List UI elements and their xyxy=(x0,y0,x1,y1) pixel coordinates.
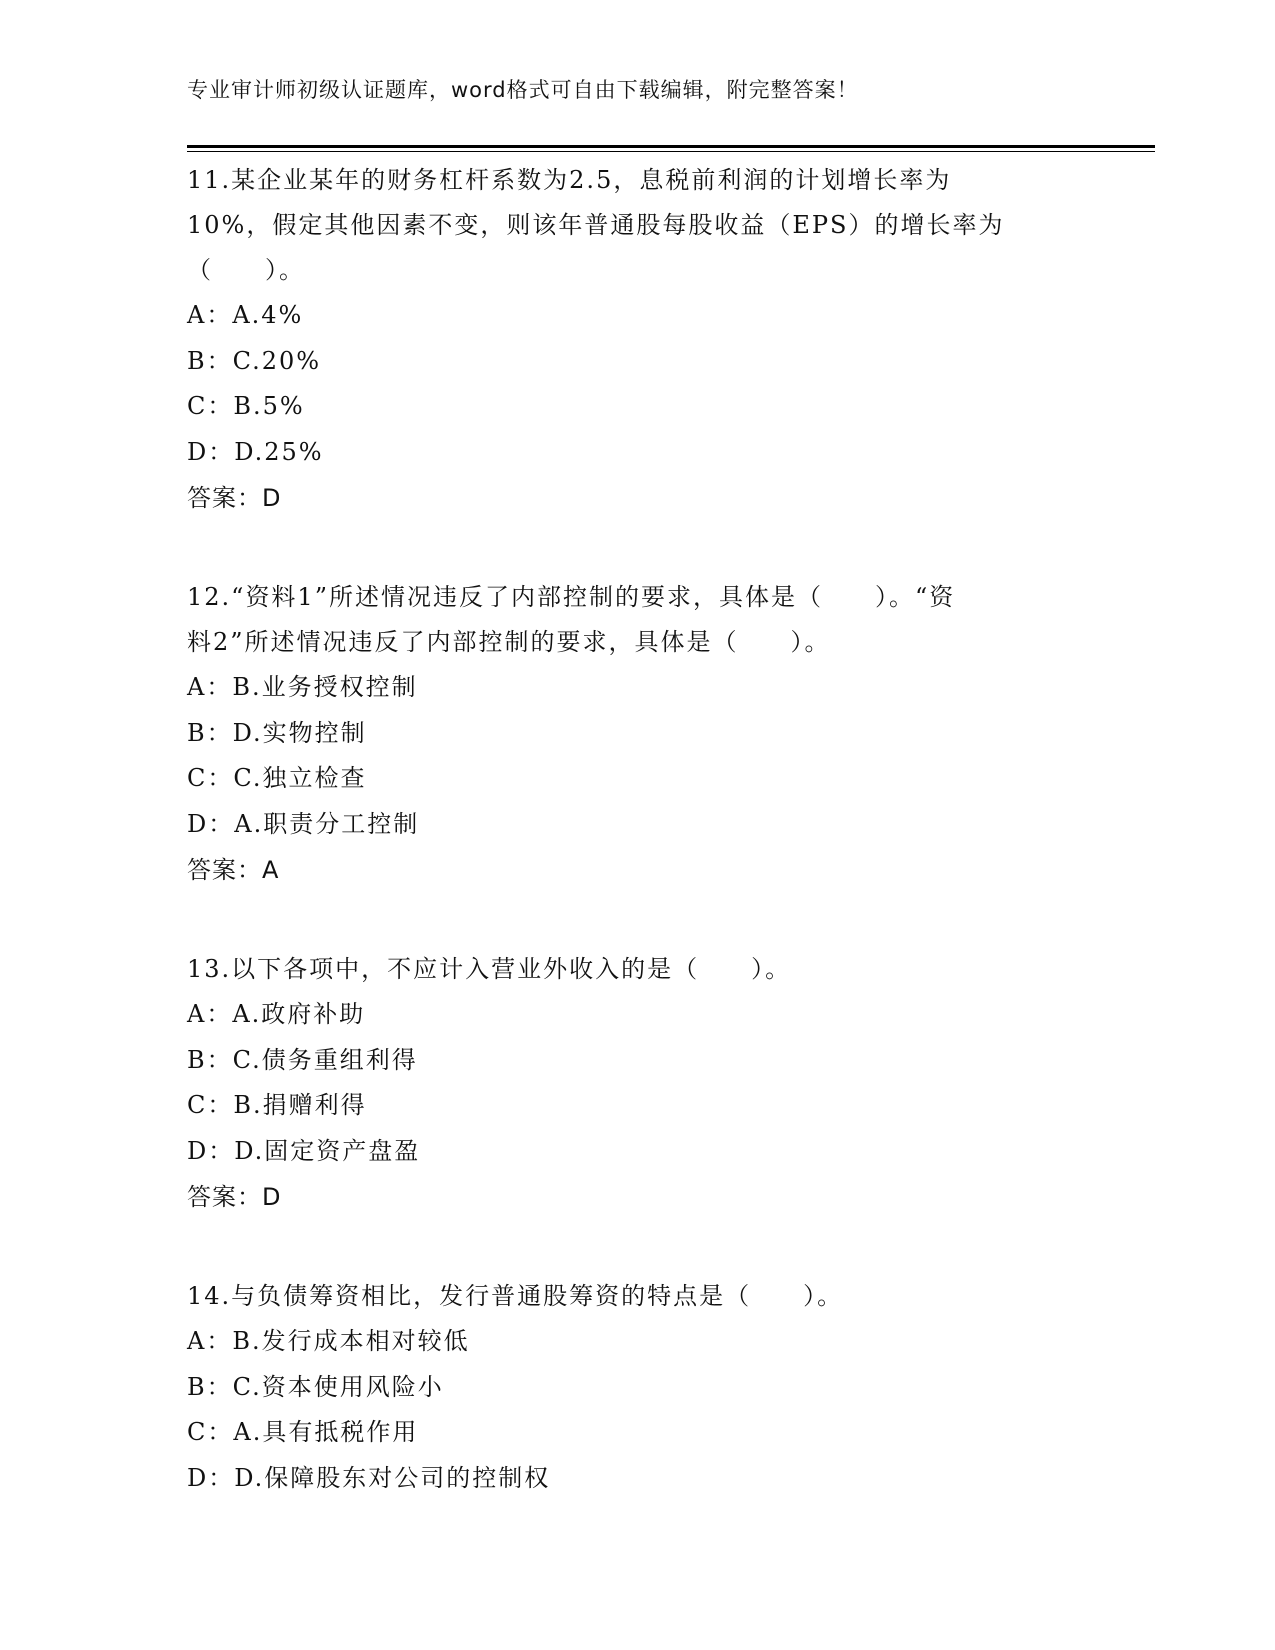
question-text: 13.以下各项中，不应计入营业外收入的是（ ）。 xyxy=(187,955,792,983)
option-b: B：C.债务重组利得 xyxy=(187,1045,418,1074)
question-13 xyxy=(187,947,1087,1220)
question-text: 14.与负债筹资相比，发行普通股筹资的特点是（ ）。 xyxy=(187,1282,844,1310)
option-a: A：A.政府补助 xyxy=(187,1000,366,1028)
answer: 答案：D xyxy=(187,1183,282,1211)
option-c: C：B.捐赠利得 xyxy=(187,1091,367,1119)
question-text: 12.“资料1”所述情况违反了内部控制的要求，具体是（ ）。“资 料2”所述情况违反了内部控制的要求，具体是（ ）。 xyxy=(187,583,956,656)
question-14 xyxy=(187,1274,1087,1501)
header-rule-thick xyxy=(187,145,1155,148)
option-c: C：A.具有抵税作用 xyxy=(187,1418,419,1446)
spacer xyxy=(187,1220,1087,1274)
question-11 xyxy=(187,158,1087,521)
option-b: B：C.资本使用风险小 xyxy=(187,1372,444,1401)
option-c: C：C.独立检查 xyxy=(187,764,367,792)
spacer xyxy=(187,521,1087,575)
answer: 答案：D xyxy=(187,484,282,512)
option-a: A：B.业务授权控制 xyxy=(187,673,418,701)
option-d: D：D.保障股东对公司的控制权 xyxy=(187,1463,551,1492)
page-header: 专业审计师初级认证题库，word格式可自由下载编辑，附完整答案！ xyxy=(187,78,859,102)
option-b: B：D.实物控制 xyxy=(187,718,367,747)
question-text: 11.某企业某年的财务杠杆系数为2.5，息税前利润的计划增长率为 10%，假定其他因素不变，则该年普通股每股收益（EPS）的增长率为 （ ）。 xyxy=(187,166,1005,284)
spacer xyxy=(187,893,1087,947)
answer: 答案：A xyxy=(187,856,280,884)
option-b: B：C.20% xyxy=(187,346,322,375)
question-list xyxy=(187,158,1087,1501)
option-c: C：B.5% xyxy=(187,392,305,420)
option-d: D：A.职责分工控制 xyxy=(187,809,420,838)
option-a: A：B.发行成本相对较低 xyxy=(187,1327,470,1355)
option-d: D：D.25% xyxy=(187,437,324,466)
question-12 xyxy=(187,575,1087,893)
option-d: D：D.固定资产盘盈 xyxy=(187,1136,421,1165)
option-a: A：A.4% xyxy=(187,301,304,329)
header-rule-thin xyxy=(187,151,1155,152)
